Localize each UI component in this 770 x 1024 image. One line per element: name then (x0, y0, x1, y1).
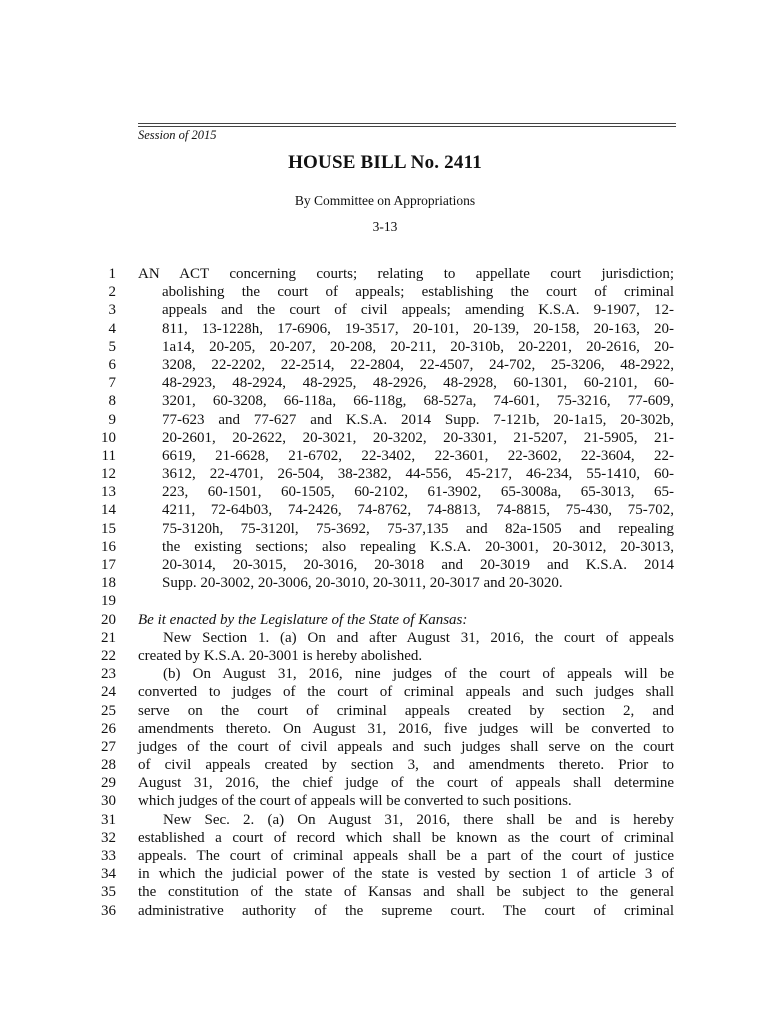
line-number: 34 (101, 866, 116, 883)
header-rule-top (138, 123, 676, 124)
bill-line (0, 592, 770, 610)
bill-text-body (0, 265, 770, 920)
line-number: 29 (101, 775, 116, 792)
bill-line (0, 301, 770, 319)
line-text: established a court of record which shall be known as the court of criminal (138, 829, 674, 846)
bill-sponsor: By Committee on Appropriations (294, 193, 476, 208)
line-number: 28 (101, 757, 116, 774)
line-text: amendments thereto. On August 31, 2016, five judges will be converted to (138, 720, 674, 737)
bill-line (0, 483, 770, 501)
bill-line (0, 665, 770, 683)
bill-line (0, 447, 770, 465)
bill-line (0, 629, 770, 647)
line-text: serve on the court of criminal appeals created by section 2, and (138, 702, 674, 719)
bill-line (0, 265, 770, 283)
line-text: appeals. The court of criminal appeals shall be a part of the court of justice (138, 848, 674, 864)
line-number: 33 (101, 848, 116, 864)
bill-line (0, 792, 770, 810)
line-text: 3208, 22-2202, 22-2514, 22-2804, 22-4507, 24-702, 25-3206, 48-2922, (162, 356, 674, 373)
line-text: judges of the court of civil appeals and such judges shall serve on the court (138, 738, 674, 755)
line-text: 3612, 22-4701, 26-504, 38-2382, 44-556, 45-217, 46-234, 55-1410, 60- (162, 466, 674, 483)
line-number: 10 (101, 429, 116, 446)
line-number: 14 (101, 502, 116, 519)
line-number: 30 (101, 793, 116, 810)
line-text: of civil appeals created by section 3, and amendments thereto. Prior to (138, 757, 674, 774)
line-number: 24 (101, 684, 116, 701)
line-number: 26 (101, 720, 116, 737)
bill-line (0, 538, 770, 556)
line-number: 15 (101, 520, 116, 537)
line-number: 32 (101, 829, 116, 846)
line-number: 3 (108, 302, 116, 319)
bill-line (0, 356, 770, 374)
line-text: 223, 60-1501, 60-1505, 60-2102, 61-3902, 65-3008a, 65-3013, 65- (162, 484, 674, 501)
line-number: 8 (108, 393, 116, 410)
line-number: 21 (101, 629, 116, 646)
line-text: 3201, 60-3208, 66-118a, 66-118g, 68-527a, 74-601, 75-3216, 77-609, (162, 393, 674, 410)
line-text: abolishing the court of appeals; establishing the court of criminal (162, 284, 674, 301)
bill-line (0, 429, 770, 447)
line-text: in which the judicial power of the state is vested by section 1 of article 3 of (138, 866, 674, 883)
session-label: Session of 2015 (138, 128, 217, 142)
line-number: 13 (101, 484, 116, 501)
bill-date: 3-13 (372, 219, 398, 234)
bill-line (0, 411, 770, 429)
line-text: New Sec. 2. (a) On August 31, 2016, there shall be and is hereby (163, 811, 674, 828)
line-number: 35 (101, 884, 116, 901)
line-text: 6619, 21-6628, 21-6702, 22-3402, 22-3601, 22-3602, 22-3604, 22- (162, 447, 674, 464)
bill-line (0, 774, 770, 792)
line-text: 20-3014, 20-3015, 20-3016, 20-3018 and 20-3019 and K.S.A. 2014 (162, 557, 674, 573)
bill-line (0, 683, 770, 701)
line-number: 22 (101, 647, 116, 664)
line-number: 19 (101, 593, 116, 610)
line-number: 20 (101, 611, 116, 628)
line-number: 7 (108, 375, 116, 392)
line-text: appeals and the court of civil appeals; amending K.S.A. 9-1907, 12- (162, 302, 674, 319)
line-text: (b) On August 31, 2016, nine judges of the court of appeals will be (163, 666, 674, 683)
line-text: 20-2601, 20-2622, 20-3021, 20-3202, 20-3301, 21-5207, 21-5905, 21- (162, 429, 674, 446)
bill-line (0, 520, 770, 538)
bill-line (0, 283, 770, 301)
line-text: the existing sections; also repealing K.S.A. 20-3001, 20-3012, 20-3013, (162, 538, 674, 555)
line-text: New Section 1. (a) On and after August 31, 2016, the court of appeals (163, 629, 674, 646)
line-number: 12 (101, 466, 116, 483)
bill-line (0, 865, 770, 883)
line-text: 77-623 and 77-627 and K.S.A. 2014 Supp. 7-121b, 20-1a15, 20-302b, (162, 411, 674, 428)
bill-line (0, 574, 770, 592)
line-number: 23 (101, 666, 116, 683)
line-text: converted to judges of the court of criminal appeals and such judges shall (138, 684, 674, 701)
enacting-clause: Be it enacted by the Legislature of the State of Kansas: (138, 611, 468, 628)
line-number: 4 (108, 320, 116, 337)
line-number: 25 (101, 702, 116, 719)
bill-line (0, 320, 770, 338)
line-text: AN ACT concerning courts; relating to appellate court jurisdiction; (138, 266, 674, 282)
line-text: which judges of the court of appeals will be converted to such positions. (138, 793, 572, 810)
bill-line (0, 647, 770, 665)
bill-line (0, 392, 770, 410)
line-number: 36 (101, 902, 116, 919)
bill-line (0, 902, 770, 920)
line-text: 48-2923, 48-2924, 48-2925, 48-2926, 48-2928, 60-1301, 60-2101, 60- (162, 375, 674, 392)
line-number: 5 (108, 338, 116, 355)
line-number: 17 (101, 557, 116, 573)
bill-line (0, 338, 770, 356)
bill-line (0, 883, 770, 901)
line-number: 9 (108, 411, 116, 428)
line-number: 11 (101, 447, 116, 464)
line-text: 75-3120h, 75-3120l, 75-3692, 75-37,135 and 82a-1505 and repealing (162, 520, 674, 537)
line-number: 6 (108, 356, 116, 373)
line-text: 1a14, 20-205, 20-207, 20-208, 20-211, 20-310b, 20-2201, 20-2616, 20- (162, 338, 674, 355)
line-text: created by K.S.A. 20-3001 is hereby abolished. (138, 647, 423, 664)
bill-line (0, 501, 770, 519)
bill-line (0, 556, 770, 574)
line-text: 4211, 72-64b03, 74-2426, 74-8762, 74-8813, 74-8815, 75-430, 75-702, (162, 502, 674, 519)
line-text: administrative authority of the supreme court. The court of criminal (138, 902, 674, 919)
bill-line (0, 829, 770, 847)
bill-title: HOUSE BILL No. 2411 (288, 152, 482, 173)
bill-line (0, 720, 770, 738)
bill-line (0, 374, 770, 392)
line-text: 811, 13-1228h, 17-6906, 19-3517, 20-101, 20-139, 20-158, 20-163, 20- (162, 320, 674, 337)
header-rule-bottom (138, 126, 676, 127)
line-number: 2 (108, 284, 116, 301)
line-number: 27 (101, 738, 116, 755)
bill-line (0, 702, 770, 720)
bill-line (0, 811, 770, 829)
line-number: 31 (101, 811, 116, 828)
line-text: Supp. 20-3002, 20-3006, 20-3010, 20-3011, 20-3017 and 20-3020. (162, 575, 563, 592)
line-text: the constitution of the state of Kansas and shall be subject to the general (138, 884, 674, 901)
bill-line (0, 738, 770, 756)
bill-line (0, 465, 770, 483)
line-text: August 31, 2016, the chief judge of the court of appeals shall determine (138, 775, 674, 792)
line-number: 1 (108, 266, 116, 282)
bill-line (0, 847, 770, 865)
bill-line (0, 756, 770, 774)
line-number: 16 (101, 538, 116, 555)
bill-line (0, 611, 770, 629)
line-number: 18 (101, 575, 116, 592)
